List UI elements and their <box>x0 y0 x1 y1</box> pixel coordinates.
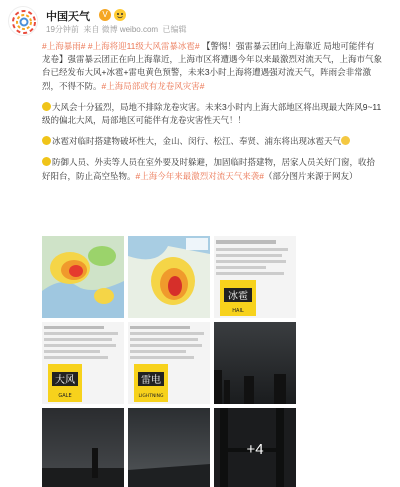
post-paragraph-1 <box>42 40 382 93</box>
more-images-overlay[interactable]: +4 <box>214 408 296 487</box>
post-paragraph-3 <box>42 135 382 148</box>
hashtag-shanghai-rainstorm[interactable]: #上海暴雨# <box>42 41 86 51</box>
dark-sky-photo-2[interactable] <box>42 408 124 487</box>
gale-label: 大风 <box>55 375 75 386</box>
post-text-1: 【警惕！强雷暴云团向上海靠近 局地可能伴有龙卷】强雷暴云团正在向上海靠近，上海市区将遭遇今年以来最激烈对流天气，上海市气象台已经发布大风+冰雹+雷电黄色预警，未来3小时上海将遭遇强对流天气，阵雨会非常激烈，不得不防。 <box>42 41 383 91</box>
fan-badge-icon <box>113 8 127 22</box>
lightning-warning-image[interactable] <box>128 322 210 404</box>
account-avatar[interactable] <box>8 6 38 36</box>
post-suffix: （部分图片来源于网友） <box>263 170 358 181</box>
gale-en-label: GALE <box>58 393 72 399</box>
dark-sky-photo-3[interactable] <box>128 408 210 487</box>
gale-warning-image[interactable] <box>42 322 124 404</box>
account-name[interactable]: 中国天气 <box>46 11 90 23</box>
post-body <box>42 40 382 191</box>
lightning-label: 雷电 <box>141 375 161 386</box>
verified-badge-icon: V <box>99 9 111 21</box>
pin-icon <box>42 102 51 111</box>
post-paragraph-2 <box>42 101 382 127</box>
hail-label: 冰雹 <box>228 291 248 302</box>
source-prefix: 来自 <box>83 25 100 34</box>
dark-sky-photo-4[interactable] <box>214 408 296 487</box>
post-meta <box>46 24 187 35</box>
post-header <box>8 6 392 36</box>
post-time[interactable]: 19分钟前 <box>46 25 79 34</box>
post-source: 微博 weibo.com <box>101 25 159 34</box>
post-text-3: 冰雹对临时搭建物破坏性大，金山、闵行、松江、奉贤、浦东将出现冰雹天气 <box>52 136 342 147</box>
edited-label: 已编辑 <box>162 25 187 34</box>
hashtag-tornado[interactable]: #上海局部或有龙卷风灾害# <box>101 80 205 91</box>
post-paragraph-4 <box>42 156 382 182</box>
hashtag-gale-hail[interactable]: #上海将迎11级大风雷暴冰雹# <box>87 41 200 51</box>
post-text-4: 防御人员、外卖等人员在室外要及时躲避，加固临时搭建物，居家人员关好门窗，收拾好阳台，防止高空坠物。 <box>42 157 376 181</box>
post-text-2: 大风会十分猛烈，局地不排除龙卷灾害。未来3小时内上海大部地区将出现最大阵风9~11级的偏北大风，局部地区可能伴有龙卷灾害性天气！！ <box>42 101 382 126</box>
weather-logo-icon <box>9 7 38 36</box>
hashtag-strongest-convection[interactable]: #上海今年来最激烈对流天气来袭# <box>135 170 264 181</box>
hail-en-label: HAIL <box>232 308 244 314</box>
dark-sky-photo-1[interactable] <box>214 322 296 404</box>
hail-warning-image[interactable] <box>214 236 296 318</box>
pin-icon <box>42 157 51 166</box>
radar-map-image-2[interactable] <box>128 236 210 318</box>
pin-icon <box>42 136 51 145</box>
radar-map-image-1[interactable] <box>42 236 124 318</box>
crying-emoji-icon <box>341 136 350 145</box>
lightning-en-label: LIGHTNING <box>138 394 164 399</box>
